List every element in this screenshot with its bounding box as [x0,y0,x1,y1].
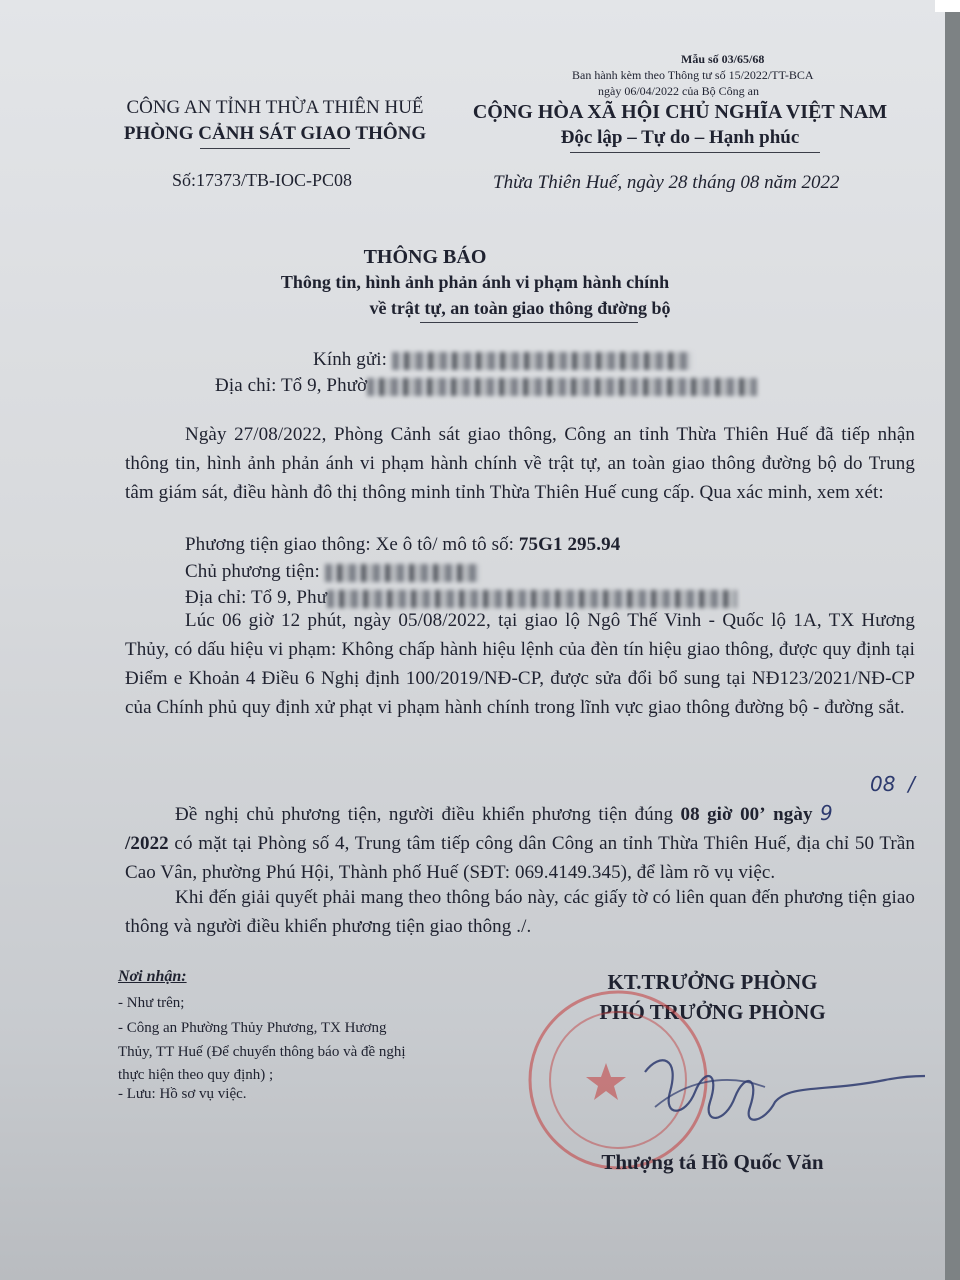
appointment-year: /2022 [125,833,169,854]
recipients-line-2: - Công an Phường Thủy Phương, TX Hương [118,1020,387,1036]
redacted-owner-name [325,564,480,582]
vehicle-line [185,530,620,559]
nation-title: CỘNG HÒA XÃ HỘI CHỦ NGHĨA VIỆT NAM [472,101,888,123]
request-text-start: Đề nghị chủ phương tiện, người điều khiển phương tiện đúng [175,804,681,825]
recipient-address-label: Địa chỉ: Tổ 9, Phườ [215,375,368,396]
notice-title: THÔNG BÁO [363,246,487,268]
form-code: Mẫu số 03/65/68 [681,52,765,66]
paragraph-request [125,770,915,887]
form-issued-line2: ngày 06/04/2022 của Bộ Công an [598,84,759,98]
owner-line [185,557,480,586]
signer-name: Thượng tá Hồ Quốc Văn [601,1150,824,1174]
recipients-line-4: thực hiện theo quy định) ; [118,1067,274,1083]
title-underline [420,322,638,323]
notice-subtitle-2: về trật tự, an toàn giao thông đường bộ [369,298,671,318]
request-text-rest: có mặt tại Phòng số 4, Trung tâm tiếp công dân Công an tỉnh Thừa Thiên Huế, địa chỉ 50 Trần Cao Vân, phường Phú Hội, Thành phố Huế (SĐT: 069.4149.345), để làm rõ vụ việc. [125,833,915,883]
recipients-line-1: - Như trên; [118,995,185,1011]
recipients-title: Nơi nhận: [118,968,187,985]
redacted-recipient-name [392,352,692,370]
recipient-line [313,345,692,374]
recipients-line-3: Thủy, TT Huế (Để chuyển thông báo và đề nghị [118,1044,406,1060]
nation-motto: Độc lập – Tự do – Hạnh phúc [560,127,800,148]
agency-name: CÔNG AN TỈNH THỪA THIÊN HUẾ [126,97,424,118]
license-plate: 75G1 295.94 [518,534,621,555]
vehicle-label: Phương tiện giao thông: Xe ô tô/ mô tô số: [185,534,519,555]
appointment-day-label: ngày [773,804,813,825]
paragraph-received: Ngày 27/08/2022, Phòng Cảnh sát giao thông, Công an tỉnh Thừa Thiên Huế đã tiếp nhận thông tin, hình ảnh phản ánh vi phạm hành chính về trật tự, an toàn giao thông đường bộ do Trung tâm giám sát, điều hành đô thị thông minh tỉnh Thừa Thiên Huế cung cấp. Qua xác minh, xem xét: [125,424,915,503]
signer-role-1: KT.TRƯỞNG PHÒNG [607,970,818,994]
owner-label: Chủ phương tiện: [185,561,320,582]
redacted-recipient-address [367,378,757,396]
paragraph-violation: Lúc 06 giờ 12 phút, ngày 05/08/2022, tại giao lộ Ngô Thế Vinh - Quốc lộ 1A, TX Hương Thủy, có dấu hiệu vi phạm: Không chấp hành hiệu lệnh của đèn tín hiệu giao thông, được quy định tại Điểm e Khoản 4 Điều 6 Nghị định 100/2019/NĐ-CP, được sửa đổi bổ sung tại NĐ123/2021/NĐ-CP của Chính phủ quy định xử phạt vi phạm hành chính trong lĩnh vực giao thông đường bộ - đường sắt. [125,610,915,718]
background-edge [945,0,960,1280]
owner-address-label: Địa chỉ: Tổ 9, Phư [185,587,328,608]
signer-role-2: PHÓ TRƯỞNG PHÒNG [599,1000,826,1024]
document-number: Số:17373/TB-IOC-PC08 [172,170,353,190]
paper-corner [935,0,960,12]
document-date: Thừa Thiên Huế, ngày 28 tháng 08 năm 2022 [493,172,840,193]
recipient-label: Kính gửi: [313,349,388,370]
appointment-time: 08 giờ 00’ [680,804,766,825]
header-underline-left [200,148,350,149]
department-name: PHÒNG CẢNH SÁT GIAO THÔNG [123,123,427,144]
header-underline-right [570,152,820,153]
redacted-owner-address [327,590,737,608]
notice-subtitle-1: Thông tin, hình ảnh phản ánh vi phạm hành chính [280,272,670,292]
handwritten-signature [625,1032,925,1142]
handwritten-date: 08 / 9 [819,772,915,825]
paragraph-documents: Khi đến giải quyết phải mang theo thông báo này, các giấy tờ có liên quan đến phương tiện giao thông và người điều khiển phương tiện giao thông ./. [125,887,915,937]
recipient-address-line [215,371,757,400]
form-issued-line1: Ban hành kèm theo Thông tư số 15/2022/TT-BCA [572,68,814,82]
recipients-line-5: - Lưu: Hồ sơ vụ việc. [118,1086,247,1102]
